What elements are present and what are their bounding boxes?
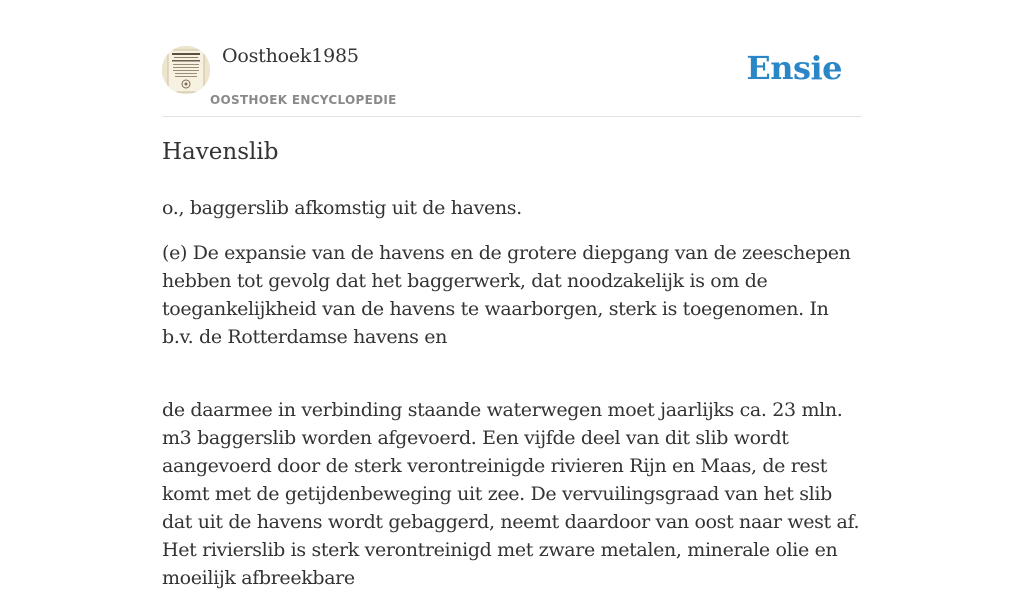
source-avatar[interactable]	[162, 46, 210, 94]
article-title: Havenslib	[162, 139, 279, 165]
article-paragraph: (e) De expansie van de havens en de grotere diepgang van de zeeschepen hebben tot gevolg dat het baggerwerk, dat noodzakelijk is om de toegankelijkheid van de havens te waarborgen, sterk is toegenomen. In b.v. de Rotterdamse havens en	[162, 242, 851, 348]
page	[162, 0, 862, 589]
paragraph-gap	[162, 368, 862, 396]
ensie-logo[interactable]: Ensie	[746, 49, 842, 87]
source-subtitle[interactable]: OOSTHOEK ENCYCLOPEDIE	[210, 93, 397, 107]
encyclopedia-title-page-icon	[162, 46, 210, 94]
article-body	[162, 194, 862, 609]
source-header	[162, 0, 862, 117]
article-definition: o., baggerslib afkomstig uit de havens.	[162, 197, 522, 219]
source-name[interactable]: Oosthoek1985	[222, 45, 359, 67]
article-paragraph: de daarmee in verbinding staande waterwegen moet jaarlijks ca. 23 mln. m3 baggerslib worden afgevoerd. Een vijfde deel van dit slib wordt aangevoerd door de sterk verontreinigde rivieren Rijn en Maas, de rest komt met de getijdenbeweging uit zee. De vervuilingsgraad van het slib dat uit de havens wordt gebaggerd, neemt daardoor van oost naar west af. Het rivierslib is sterk verontreinigd met zware metalen, minerale olie en moeilijk afbreekbare	[162, 399, 860, 589]
